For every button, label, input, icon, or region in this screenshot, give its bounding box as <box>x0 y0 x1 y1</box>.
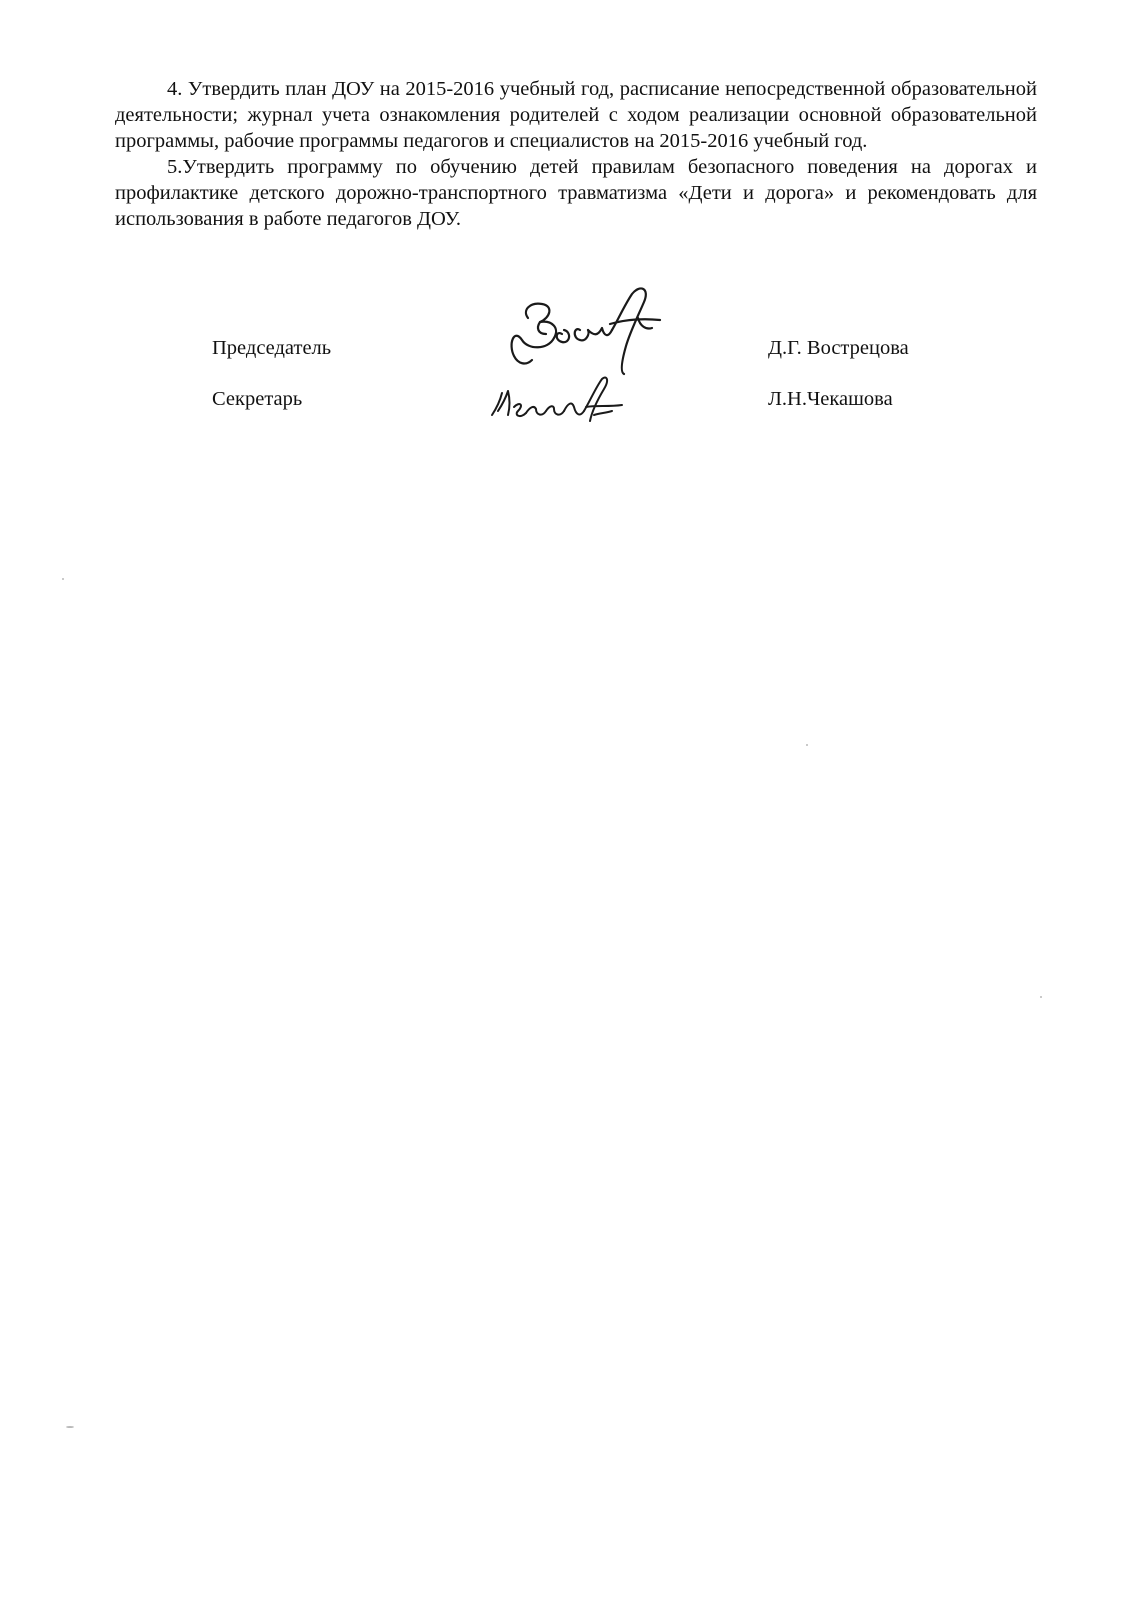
paragraph-item-4: 4. Утвердить план ДОУ на 2015-2016 учебный год, расписание непосредственной образовательной деятельности; журнал учета ознакомления родителей с ходом реализации основной образовательной программы, рабочие программы педагогов и специалистов на 2015-2016 учебный год. <box>115 78 1037 152</box>
document-body <box>115 76 1037 232</box>
signature-name-chair: Д.Г. Вострецова <box>768 337 909 359</box>
handwritten-signature-secretary-icon <box>486 367 626 429</box>
scan-speck <box>806 744 808 746</box>
signature-role-secretary: Секретарь <box>212 388 303 410</box>
scan-speck <box>62 578 64 580</box>
signature-role-chair: Председатель <box>212 337 332 359</box>
handwritten-signature-chair-icon <box>500 284 670 376</box>
signature-name-secretary: Л.Н.Чекашова <box>768 388 893 410</box>
scan-speck <box>1040 996 1042 998</box>
paragraph-item-5: 5.Утвердить программу по обучению детей правилам безопасного поведения на дорогах и профилактике детского дорожно-транспортного травматизма «Дети и дорога» и рекомендовать для использования в работе педагогов ДОУ. <box>115 156 1037 230</box>
scan-speck <box>66 1426 74 1428</box>
